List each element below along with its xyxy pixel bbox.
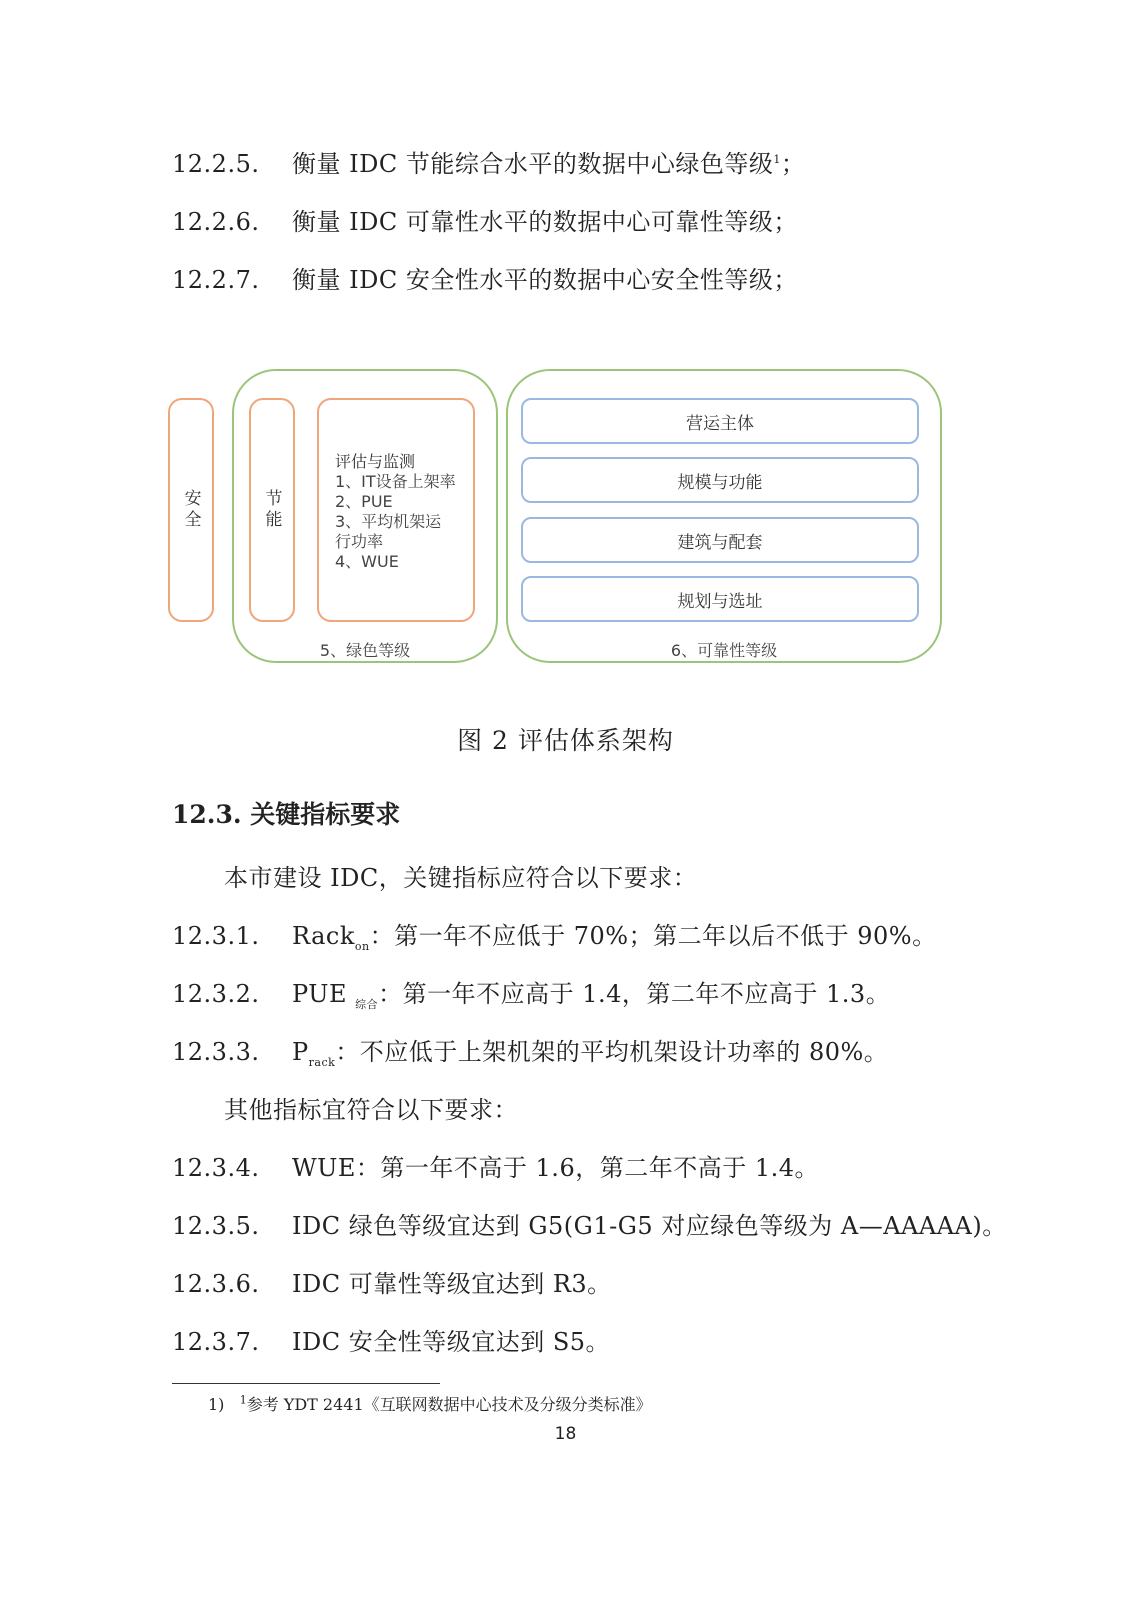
list-item-12-2-5: 12.2.5. 衡量 IDC 节能综合水平的数据中心绿色等级$^1$； [172, 150, 806, 178]
list-item-12-3-5: 12.3.5. IDC 绿色等级宜达到 G5(G1-G5 对应绿色等级为 A—AAAAA)。 [172, 1212, 1007, 1240]
list-item-12-2-6: 12.2.6. 衡量 IDC 可靠性水平的数据中心可靠性等级； [172, 208, 798, 236]
intro-paragraph: 本市建设 IDC，关键指标应符合以下要求： [224, 864, 698, 892]
eval-item: 3、平均机架运 [335, 512, 442, 531]
reliability-item-operator: 营运主体 [521, 398, 919, 444]
reliability-item-building: 建筑与配套 [521, 517, 919, 563]
list-item-12-3-3: 12.3.3. $P_{rack}$：不应低于上架机架的平均机架设计功率的 80%。 [172, 1038, 889, 1069]
eval-item: 2、PUE [335, 492, 393, 511]
list-item-12-3-4: 12.3.4. WUE：第一年不高于 1.6，第二年不高于 1.4。 [172, 1154, 820, 1182]
evaluation-box [317, 398, 475, 622]
list-item-12-3-6: 12.3.6. IDC 可靠性等级宜达到 R3。 [172, 1270, 612, 1298]
eval-item: 1、IT设备上架率 [335, 472, 456, 491]
other-intro-paragraph: 其他指标宜符合以下要求： [224, 1096, 518, 1124]
figure-caption: 图 2 评估体系架构 [457, 726, 674, 755]
section-heading: 12.3. 关键指标要求 [172, 800, 401, 829]
eval-item: 4、WUE [335, 552, 399, 571]
list-item-12-2-7: 12.2.7. 衡量 IDC 安全性水平的数据中心安全性等级； [172, 266, 798, 294]
green-grade-label: 5、绿色等级 [319, 641, 411, 660]
reliability-item-scale: 规模与功能 [521, 457, 919, 503]
page-number: 18 [554, 1424, 577, 1444]
energy-box: 节能 [249, 398, 295, 622]
list-item-12-3-1: 12.3.1. Rack$_{on}$：第一年不应低于 70%；第二年以后不低于 90%。 [172, 922, 937, 953]
list-item-12-3-7: 12.3.7. IDC 安全性等级宜达到 S5。 [172, 1328, 611, 1356]
reliability-item-planning: 规划与选址 [521, 576, 919, 622]
footnote: 1) $^1$参考 YDT 2441《互联网数据中心技术及分级分类标准》 [208, 1393, 652, 1414]
footnote-divider [172, 1383, 440, 1384]
eval-item: 行功率 [335, 532, 384, 551]
evaluation-title: 评估与监测 [335, 452, 416, 471]
reliability-grade-label: 6、可靠性等级 [670, 641, 778, 660]
safety-box: 安全 [168, 398, 214, 622]
list-item-12-3-2: 12.3.2. PUE $_{综合}$：第一年不应高于 1.4，第二年不应高于 1.3。 [172, 980, 891, 1011]
footnote-ref[interactable]: 1 [773, 153, 781, 166]
